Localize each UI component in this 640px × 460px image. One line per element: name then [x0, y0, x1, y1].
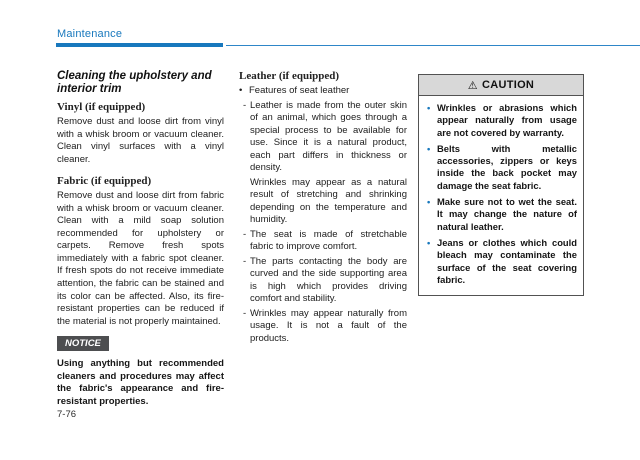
header-rule-line — [226, 45, 640, 46]
caution-list — [419, 96, 583, 295]
vinyl-paragraph: Remove dust and loose dirt from vinyl with a whisk broom or vacuum cleaner. Clean vinyl surfaces with a vinyl cleaner. — [57, 116, 224, 165]
leather-detail-item: Wrinkles may appear as a natural result of stretching and shrinking depending on the temperature and humidity. — [250, 176, 407, 225]
left-column — [57, 70, 224, 408]
caution-item: • Make sure not to wet the seat. It may change the nature of natural leather. — [426, 196, 577, 233]
warning-triangle-icon: ⚠ — [467, 79, 478, 92]
caution-item: • Jeans or clothes which could bleach may contaminate the surface of the seat covering fabric. — [426, 237, 577, 286]
vinyl-subheading: Vinyl (if equipped) — [57, 101, 146, 113]
leather-detail-list — [243, 100, 407, 346]
middle-column — [239, 70, 407, 347]
leather-subheading: Leather (if equipped) — [239, 70, 340, 82]
topic-heading: Cleaning the upholstery and interior trim — [57, 70, 212, 95]
fabric-paragraph: Remove dust and loose dirt from fabric with a whisk broom or vacuum cleaner. Clean with a mild soap solution recommended for upholstery or carpets. Remove fresh spots immediately with a fabric spot cleaner. If fresh spots do not receive immediate attention, the fabric can be stained and its color can be affected. Also, its fire-resistant properties can be reduced if the material is not properly maintained. — [57, 190, 224, 327]
leather-detail-item: - The parts contacting the body are curved and the side supporting area is high which provides driving comfort and stability. — [243, 256, 407, 306]
leather-feature-bullet: • Features of seat leather — [239, 85, 407, 98]
caution-item: • Wrinkles or abrasions which appear naturally from usage are not covered by warranty. — [426, 102, 577, 139]
notice-paragraph: Using anything but recommended cleaners and procedures may affect the fabric's appearance and fire-resistant properties. — [57, 358, 224, 407]
fabric-subheading: Fabric (if equipped) — [57, 175, 152, 188]
leather-detail-item: - Leather is made from the outer skin of an animal, which goes through a special process to be available for use. Since it is a natural product, each part differs in thickness or density. — [243, 100, 407, 175]
leather-detail-item: - The seat is made of stretchable fabric to improve comfort. — [243, 229, 407, 254]
notice-badge: NOTICE — [57, 336, 109, 351]
page-number: 7-76 — [57, 409, 77, 420]
leather-detail-item: - Wrinkles may appear naturally from usage. It is not a fault of the products. — [243, 308, 407, 346]
caution-header — [419, 75, 583, 96]
header-underline-bar — [56, 43, 223, 47]
caution-item: • Belts with metallic accessories, zippers or keys inside the back pocket may damage the seat fabric. — [426, 143, 577, 192]
section-label: Maintenance — [57, 28, 123, 40]
caution-title: CAUTION — [481, 79, 535, 91]
caution-box — [418, 74, 584, 296]
